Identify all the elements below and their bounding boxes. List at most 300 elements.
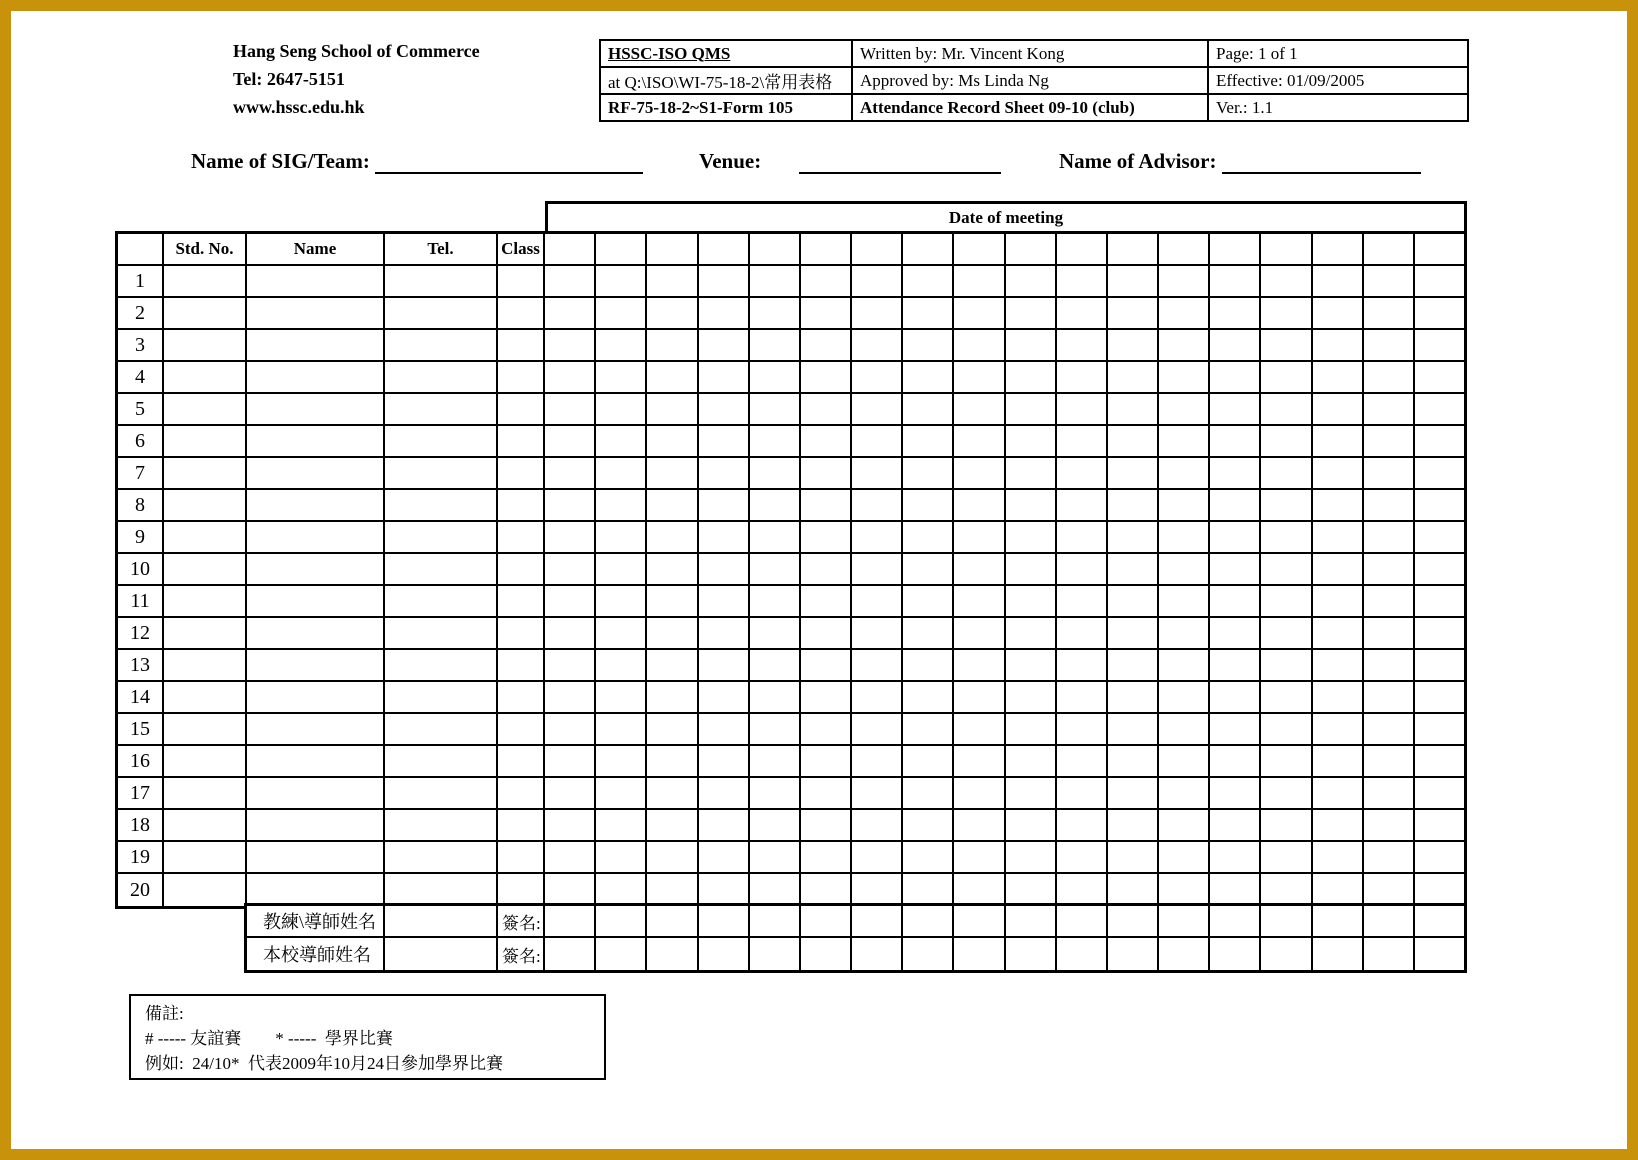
fields-row — [11, 149, 1627, 181]
attendance-cell — [699, 522, 750, 554]
row-number-cell: 5 — [118, 394, 164, 426]
doc-version: Ver.: 1.1 — [1208, 94, 1468, 121]
attendance-cell — [1057, 490, 1108, 522]
attendance-cell — [699, 778, 750, 810]
attendance-cell — [596, 362, 647, 394]
attendance-cell — [647, 554, 698, 586]
date-header-cell — [852, 234, 903, 266]
attendance-cell — [1108, 330, 1159, 362]
signature-date-cell — [647, 906, 698, 938]
row-number-cell: 11 — [118, 586, 164, 618]
attendance-cell — [1006, 586, 1057, 618]
attendance-cell — [1057, 522, 1108, 554]
attendance-cell — [1210, 266, 1261, 298]
attendance-cell — [1261, 362, 1312, 394]
name-cell — [247, 362, 385, 394]
attendance-cell — [596, 682, 647, 714]
attendance-cell — [1313, 650, 1364, 682]
tel-cell — [385, 554, 498, 586]
tel-cell — [385, 522, 498, 554]
table-row — [118, 682, 1464, 714]
attendance-cell — [647, 842, 698, 874]
tel-cell — [385, 682, 498, 714]
attendance-cell — [699, 458, 750, 490]
attendance-cell — [596, 714, 647, 746]
signature-date-cell — [1159, 938, 1210, 970]
attendance-cell — [596, 458, 647, 490]
attendance-cell — [1364, 714, 1415, 746]
signature-role-label-cell: 教練\導師姓名 — [247, 906, 385, 938]
attendance-cell — [1415, 682, 1464, 714]
attendance-cell — [1159, 458, 1210, 490]
name-cell — [247, 458, 385, 490]
attendance-cell — [852, 490, 903, 522]
attendance-cell — [750, 650, 801, 682]
attendance-cell — [1006, 426, 1057, 458]
notes-line-legend: # ----- 友誼賽 * ----- 學界比賽 — [145, 1029, 393, 1048]
date-header-cell — [1261, 234, 1312, 266]
attendance-cell — [545, 298, 596, 330]
doc-info-table — [599, 39, 1469, 122]
attendance-cell — [903, 650, 954, 682]
class-cell — [498, 586, 545, 618]
attendance-cell — [1159, 490, 1210, 522]
attendance-cell — [1108, 778, 1159, 810]
signature-date-cell — [596, 906, 647, 938]
signature-date-cell — [1210, 906, 1261, 938]
attendance-cell — [1210, 554, 1261, 586]
attendance-cell — [1210, 714, 1261, 746]
std-no-cell — [164, 394, 247, 426]
attendance-cell — [545, 874, 596, 906]
attendance-cell — [596, 394, 647, 426]
row-number-cell: 16 — [118, 746, 164, 778]
attendance-cell — [1006, 874, 1057, 906]
attendance-cell — [954, 778, 1005, 810]
attendance-cell — [1364, 874, 1415, 906]
attendance-cell — [1210, 650, 1261, 682]
tel-cell — [385, 842, 498, 874]
attendance-cell — [1261, 874, 1312, 906]
attendance-cell — [1364, 362, 1415, 394]
attendance-cell — [801, 362, 852, 394]
school-name: Hang Seng School of Commerce — [233, 41, 480, 61]
attendance-cell — [903, 714, 954, 746]
attendance-cell — [750, 298, 801, 330]
table-row — [118, 586, 1464, 618]
attendance-cell — [903, 458, 954, 490]
signature-date-cell — [1006, 938, 1057, 970]
attendance-cell — [1313, 682, 1364, 714]
attendance-cell — [750, 586, 801, 618]
tel-cell — [385, 490, 498, 522]
row-number-cell: 13 — [118, 650, 164, 682]
attendance-cell — [1364, 522, 1415, 554]
attendance-cell — [954, 266, 1005, 298]
table-row — [118, 810, 1464, 842]
attendance-cell — [1159, 362, 1210, 394]
class-cell — [498, 522, 545, 554]
attendance-cell — [1108, 842, 1159, 874]
attendance-cell — [1261, 714, 1312, 746]
attendance-cell — [647, 426, 698, 458]
attendance-cell — [1006, 842, 1057, 874]
name-cell — [247, 330, 385, 362]
table-row — [118, 330, 1464, 362]
attendance-cell — [545, 426, 596, 458]
attendance-cell — [852, 330, 903, 362]
attendance-cell — [596, 490, 647, 522]
attendance-cell — [852, 458, 903, 490]
attendance-cell — [1057, 874, 1108, 906]
attendance-cell — [1210, 522, 1261, 554]
date-header-cell — [596, 234, 647, 266]
row-number-cell: 14 — [118, 682, 164, 714]
attendance-cell — [699, 266, 750, 298]
attendance-cell — [954, 394, 1005, 426]
attendance-cell — [1057, 586, 1108, 618]
row-number-cell: 8 — [118, 490, 164, 522]
date-header-cell — [1313, 234, 1364, 266]
sign-here-label-cell: 簽名: — [498, 938, 545, 970]
attendance-cell — [1210, 490, 1261, 522]
tel-cell — [385, 458, 498, 490]
sig-team-blank — [375, 150, 643, 174]
std-no-cell — [164, 778, 247, 810]
date-header-cell — [647, 234, 698, 266]
attendance-cell — [801, 266, 852, 298]
row-number-cell: 3 — [118, 330, 164, 362]
table-row — [118, 618, 1464, 650]
notes-box — [129, 994, 606, 1080]
table-row — [118, 746, 1464, 778]
attendance-cell — [596, 618, 647, 650]
attendance-cell — [1415, 618, 1464, 650]
attendance-cell — [750, 554, 801, 586]
name-cell — [247, 298, 385, 330]
attendance-cell — [852, 362, 903, 394]
attendance-cell — [1108, 522, 1159, 554]
attendance-cell — [1159, 330, 1210, 362]
attendance-cell — [750, 522, 801, 554]
attendance-cell — [1159, 810, 1210, 842]
date-header-cell — [801, 234, 852, 266]
attendance-cell — [750, 426, 801, 458]
row-number-cell: 15 — [118, 714, 164, 746]
attendance-cell — [1057, 362, 1108, 394]
row-number-cell: 10 — [118, 554, 164, 586]
name-cell — [247, 266, 385, 298]
tel-cell — [385, 714, 498, 746]
std-no-cell — [164, 714, 247, 746]
signature-row — [247, 938, 1464, 970]
table-row — [118, 650, 1464, 682]
signature-role-label-cell: 本校導師姓名 — [247, 938, 385, 970]
sig-team-label: Name of SIG/Team: — [191, 149, 370, 173]
attendance-cell — [1210, 586, 1261, 618]
attendance-cell — [750, 362, 801, 394]
attendance-cell — [1313, 714, 1364, 746]
attendance-cell — [954, 842, 1005, 874]
attendance-cell — [1313, 394, 1364, 426]
attendance-cell — [1364, 682, 1415, 714]
attendance-cell — [852, 426, 903, 458]
attendance-cell — [1210, 362, 1261, 394]
tel-cell — [385, 810, 498, 842]
attendance-cell — [1006, 682, 1057, 714]
signature-date-cell — [1057, 938, 1108, 970]
attendance-cell — [545, 362, 596, 394]
signature-date-cell — [699, 938, 750, 970]
attendance-cell — [954, 810, 1005, 842]
attendance-cell — [1210, 778, 1261, 810]
signature-name-cell — [385, 938, 498, 970]
attendance-cell — [903, 810, 954, 842]
row-number-cell: 18 — [118, 810, 164, 842]
attendance-cell — [1006, 554, 1057, 586]
attendance-cell — [1159, 586, 1210, 618]
attendance-table — [115, 201, 1467, 909]
row-number-cell: 17 — [118, 778, 164, 810]
signature-row — [247, 906, 1464, 938]
advisor-label: Name of Advisor: — [1059, 149, 1217, 173]
std-no-cell — [164, 554, 247, 586]
table-row — [118, 714, 1464, 746]
attendance-cell — [647, 746, 698, 778]
std-no-cell — [164, 746, 247, 778]
attendance-cell — [1108, 746, 1159, 778]
attendance-cell — [699, 362, 750, 394]
tel-cell — [385, 650, 498, 682]
attendance-cell — [954, 362, 1005, 394]
attendance-cell — [1006, 778, 1057, 810]
attendance-cell — [1364, 298, 1415, 330]
row-number-cell: 7 — [118, 458, 164, 490]
signature-date-cell — [596, 938, 647, 970]
std-no-cell — [164, 330, 247, 362]
std-no-cell — [164, 362, 247, 394]
std-no-cell — [164, 490, 247, 522]
signature-date-cell — [1159, 906, 1210, 938]
notes-line-example: 例如: 24/10* 代表2009年10月24日參加學界比賽 — [145, 1054, 503, 1073]
attendance-cell — [699, 842, 750, 874]
attendance-cell — [954, 586, 1005, 618]
date-header-cell — [1210, 234, 1261, 266]
name-cell — [247, 778, 385, 810]
class-cell — [498, 554, 545, 586]
attendance-cell — [1364, 650, 1415, 682]
attendance-cell — [1415, 554, 1464, 586]
attendance-cell — [545, 394, 596, 426]
attendance-cell — [750, 394, 801, 426]
attendance-cell — [801, 746, 852, 778]
tel-cell — [385, 362, 498, 394]
attendance-cell — [596, 330, 647, 362]
attendance-cell — [1006, 298, 1057, 330]
attendance-cell — [1364, 842, 1415, 874]
attendance-cell — [1159, 618, 1210, 650]
attendance-cell — [647, 618, 698, 650]
attendance-cell — [903, 842, 954, 874]
row-number-cell: 4 — [118, 362, 164, 394]
attendance-cell — [750, 746, 801, 778]
std-no-cell — [164, 842, 247, 874]
attendance-cell — [903, 746, 954, 778]
attendance-cell — [1159, 874, 1210, 906]
attendance-cell — [596, 554, 647, 586]
attendance-cell — [1210, 682, 1261, 714]
attendance-cell — [1313, 362, 1364, 394]
attendance-cell — [1364, 426, 1415, 458]
attendance-cell — [954, 522, 1005, 554]
class-cell — [498, 394, 545, 426]
attendance-cell — [1108, 650, 1159, 682]
attendance-cell — [801, 586, 852, 618]
date-header-cell — [699, 234, 750, 266]
std-no-cell — [164, 522, 247, 554]
row-number-cell: 20 — [118, 874, 164, 906]
attendance-cell — [545, 330, 596, 362]
attendance-cell — [1108, 714, 1159, 746]
attendance-cell — [1210, 810, 1261, 842]
attendance-cell — [852, 586, 903, 618]
signature-date-cell — [1313, 906, 1364, 938]
attendance-cell — [1057, 746, 1108, 778]
attendance-cell — [1057, 330, 1108, 362]
attendance-cell — [1364, 394, 1415, 426]
attendance-cell — [1006, 394, 1057, 426]
attendance-cell — [545, 618, 596, 650]
signature-date-cell — [1057, 906, 1108, 938]
attendance-cell — [903, 586, 954, 618]
attendance-cell — [1159, 522, 1210, 554]
attendance-cell — [1108, 394, 1159, 426]
class-cell — [498, 618, 545, 650]
table-row — [118, 522, 1464, 554]
class-cell — [498, 490, 545, 522]
attendance-cell — [1108, 490, 1159, 522]
attendance-cell — [801, 490, 852, 522]
class-cell — [498, 810, 545, 842]
attendance-cell — [1415, 362, 1464, 394]
column-header-cell: Std. No. — [164, 234, 247, 266]
column-header-cell: Class — [498, 234, 545, 266]
attendance-cell — [1313, 522, 1364, 554]
attendance-cell — [954, 650, 1005, 682]
attendance-cell — [1261, 810, 1312, 842]
attendance-cell — [699, 554, 750, 586]
venue-label: Venue: — [699, 149, 762, 173]
class-cell — [498, 362, 545, 394]
attendance-cell — [1415, 714, 1464, 746]
attendance-cell — [1313, 874, 1364, 906]
attendance-cell — [545, 266, 596, 298]
attendance-cell — [954, 714, 1005, 746]
doc-form-number: RF-75-18-2~S1-Form 105 — [600, 94, 852, 121]
attendance-cell — [1415, 458, 1464, 490]
attendance-cell — [647, 522, 698, 554]
std-no-cell — [164, 810, 247, 842]
attendance-cell — [699, 810, 750, 842]
attendance-cell — [1006, 714, 1057, 746]
attendance-cell — [1313, 490, 1364, 522]
attendance-cell — [647, 682, 698, 714]
name-cell — [247, 586, 385, 618]
attendance-cell — [647, 778, 698, 810]
name-cell — [247, 874, 385, 906]
attendance-cell — [1210, 394, 1261, 426]
attendance-cell — [903, 874, 954, 906]
attendance-cell — [647, 458, 698, 490]
advisor-field — [1059, 149, 1421, 174]
attendance-cell — [852, 650, 903, 682]
attendance-cell — [750, 842, 801, 874]
attendance-cell — [1108, 458, 1159, 490]
attendance-cell — [1415, 778, 1464, 810]
attendance-cell — [545, 490, 596, 522]
attendance-cell — [801, 714, 852, 746]
signature-date-cell — [750, 906, 801, 938]
attendance-cell — [1261, 586, 1312, 618]
attendance-cell — [1108, 426, 1159, 458]
attendance-cell — [1261, 682, 1312, 714]
tel-cell — [385, 394, 498, 426]
sign-here-label-cell: 簽名: — [498, 906, 545, 938]
attendance-cell — [647, 650, 698, 682]
attendance-cell — [647, 330, 698, 362]
attendance-cell — [1159, 682, 1210, 714]
attendance-cell — [801, 778, 852, 810]
attendance-cell — [545, 586, 596, 618]
doc-title: Attendance Record Sheet 09-10 (club) — [852, 94, 1208, 121]
attendance-cell — [1415, 874, 1464, 906]
attendance-cell — [1159, 778, 1210, 810]
std-no-cell — [164, 682, 247, 714]
attendance-cell — [852, 618, 903, 650]
name-cell — [247, 394, 385, 426]
tel-cell — [385, 266, 498, 298]
tel-cell — [385, 778, 498, 810]
attendance-cell — [1159, 714, 1210, 746]
attendance-cell — [903, 522, 954, 554]
attendance-cell — [954, 298, 1005, 330]
attendance-cell — [954, 426, 1005, 458]
date-header-cell — [1415, 234, 1464, 266]
attendance-cell — [1006, 458, 1057, 490]
school-header — [233, 37, 480, 121]
attendance-cell — [801, 874, 852, 906]
attendance-cell — [801, 522, 852, 554]
attendance-cell — [1261, 778, 1312, 810]
table-row — [118, 554, 1464, 586]
attendance-cell — [1006, 362, 1057, 394]
attendance-cell — [1261, 394, 1312, 426]
attendance-cell — [699, 682, 750, 714]
name-cell — [247, 682, 385, 714]
attendance-cell — [647, 394, 698, 426]
doc-written-by: Written by: Mr. Vincent Kong — [852, 40, 1208, 67]
attendance-cell — [596, 522, 647, 554]
attendance-cell — [801, 330, 852, 362]
attendance-cell — [903, 394, 954, 426]
attendance-cell — [596, 746, 647, 778]
name-cell — [247, 746, 385, 778]
attendance-cell — [954, 746, 1005, 778]
attendance-cell — [647, 490, 698, 522]
signature-date-cell — [1415, 906, 1464, 938]
date-header-cell — [1006, 234, 1057, 266]
attendance-cell — [1313, 810, 1364, 842]
